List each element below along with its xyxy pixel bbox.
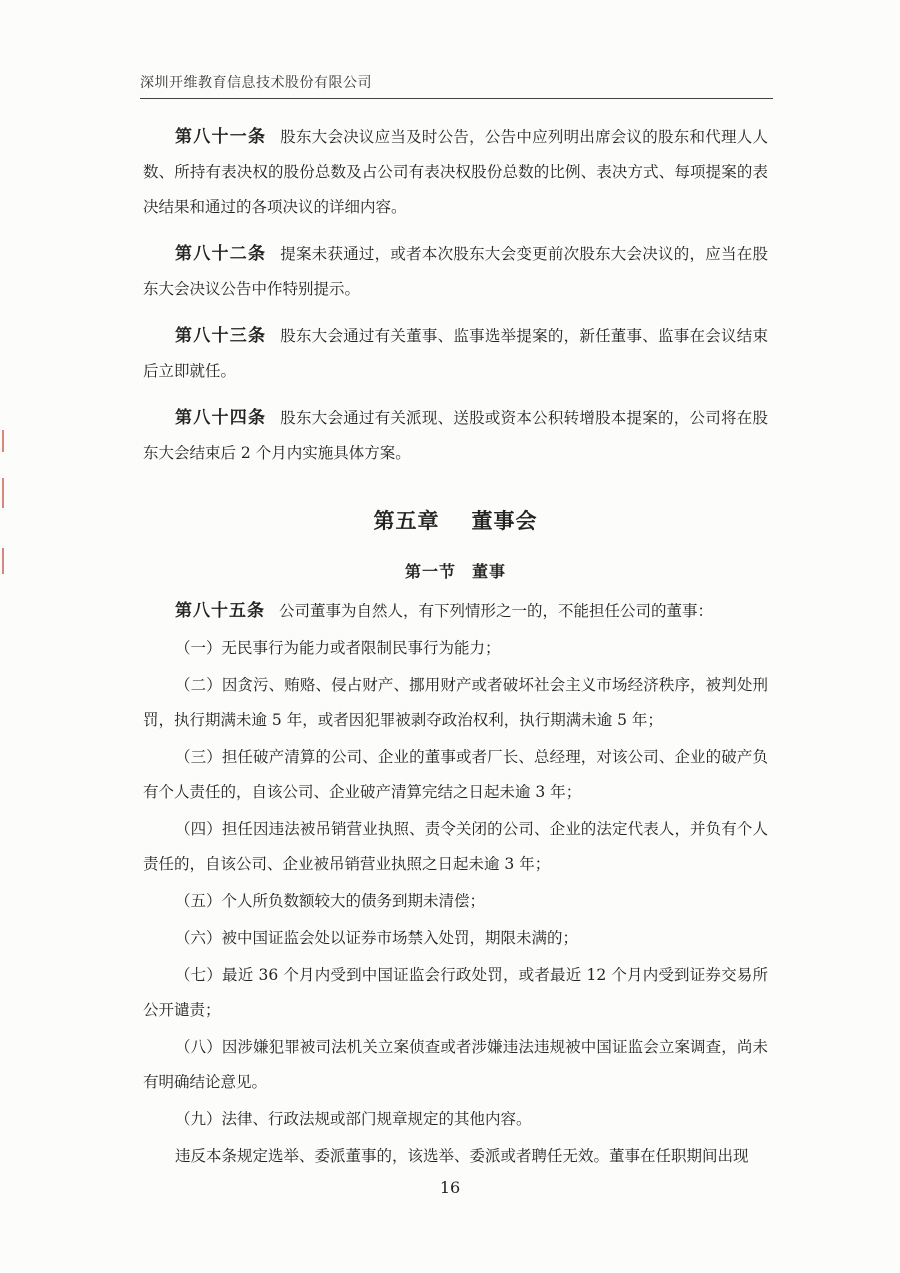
list-item: （五）个人所负数额较大的债务到期未清偿； (175, 892, 486, 910)
list-item: （四）担任因违法被吊销营业执照、责令关闭的公司、企业的法定代表人，并负有个人责任的，自该公司、企业被吊销营业执照之日起未逾 3 年； (143, 820, 768, 873)
section-title: 董事 (472, 562, 507, 581)
article-text: 提案未获通过，或者本次股东大会变更前次股东大会决议的，应当在股东大会决议公告中作特别提示。 (143, 245, 768, 298)
list-item: （一）无民事行为能力或者限制民事行为能力； (175, 639, 501, 657)
article-label: 第八十二条 (175, 244, 267, 264)
list-item: （二）因贪污、贿赂、侵占财产、挪用财产或者破坏社会主义市场经济秩序，被判处刑罚，执行期满未逾 5 年，或者因犯罪被剥夺政治权利，执行期满未逾 5 年； (143, 676, 768, 729)
article-label: 第八十四条 (175, 408, 267, 428)
article-82 (143, 237, 768, 307)
page-number: 16 (439, 1178, 461, 1197)
article-label: 第八十五条 (175, 601, 265, 621)
article-text: 股东大会通过有关董事、监事选举提案的，新任董事、监事在会议结束后立即就任。 (143, 327, 768, 380)
section-number: 第一节 (404, 562, 456, 581)
list-item: （九）法律、行政法规或部门规章规定的其他内容。 (175, 1110, 532, 1128)
article-text: 股东大会通过有关派现、送股或资本公积转增股本提案的，公司将在股东大会结束后 2 个月内实施具体方案。 (143, 409, 768, 462)
article-83 (143, 319, 768, 389)
chapter-number: 第五章 (373, 508, 440, 533)
article-label: 第八十一条 (175, 127, 267, 147)
scan-edge-mark (2, 478, 4, 508)
scan-edge-mark (2, 430, 4, 452)
scan-edge-mark (2, 548, 4, 574)
header-divider (140, 98, 773, 99)
document-body (143, 120, 768, 1174)
article-85 (143, 594, 768, 629)
article-text: 公司董事为自然人，有下列情形之一的，不能担任公司的董事： (279, 602, 714, 620)
section-heading (143, 559, 768, 582)
trailing-paragraph: 违反本条规定选举、委派董事的，该选举、委派或者聘任无效。董事在任职期间出现 (175, 1147, 749, 1165)
list-item: （三）担任破产清算的公司、企业的董事或者厂长、总经理，对该公司、企业的破产负有个人责任的，自该公司、企业破产清算完结之日起未逾 3 年； (143, 748, 768, 801)
chapter-heading (143, 505, 768, 535)
article-81 (143, 120, 768, 225)
article-84 (143, 401, 768, 471)
list-item: （八）因涉嫌犯罪被司法机关立案侦查或者涉嫌违法违规被中国证监会立案调查，尚未有明确结论意见。 (143, 1038, 768, 1091)
document-header: 深圳开维教育信息技术股份有限公司 (140, 75, 372, 91)
list-item: （六）被中国证监会处以证券市场禁入处罚，期限未满的； (175, 929, 579, 947)
article-label: 第八十三条 (175, 326, 267, 346)
article-text: 股东大会决议应当及时公告，公告中应列明出席会议的股东和代理人人数、所持有表决权的股份总数及占公司有表决权股份总数的比例、表决方式、每项提案的表决结果和通过的各项决议的详细内容。 (143, 128, 768, 216)
chapter-title: 董事会 (471, 508, 538, 533)
list-item: （七）最近 36 个月内受到中国证监会行政处罚，或者最近 12 个月内受到证券交易所公开谴责； (143, 966, 768, 1019)
